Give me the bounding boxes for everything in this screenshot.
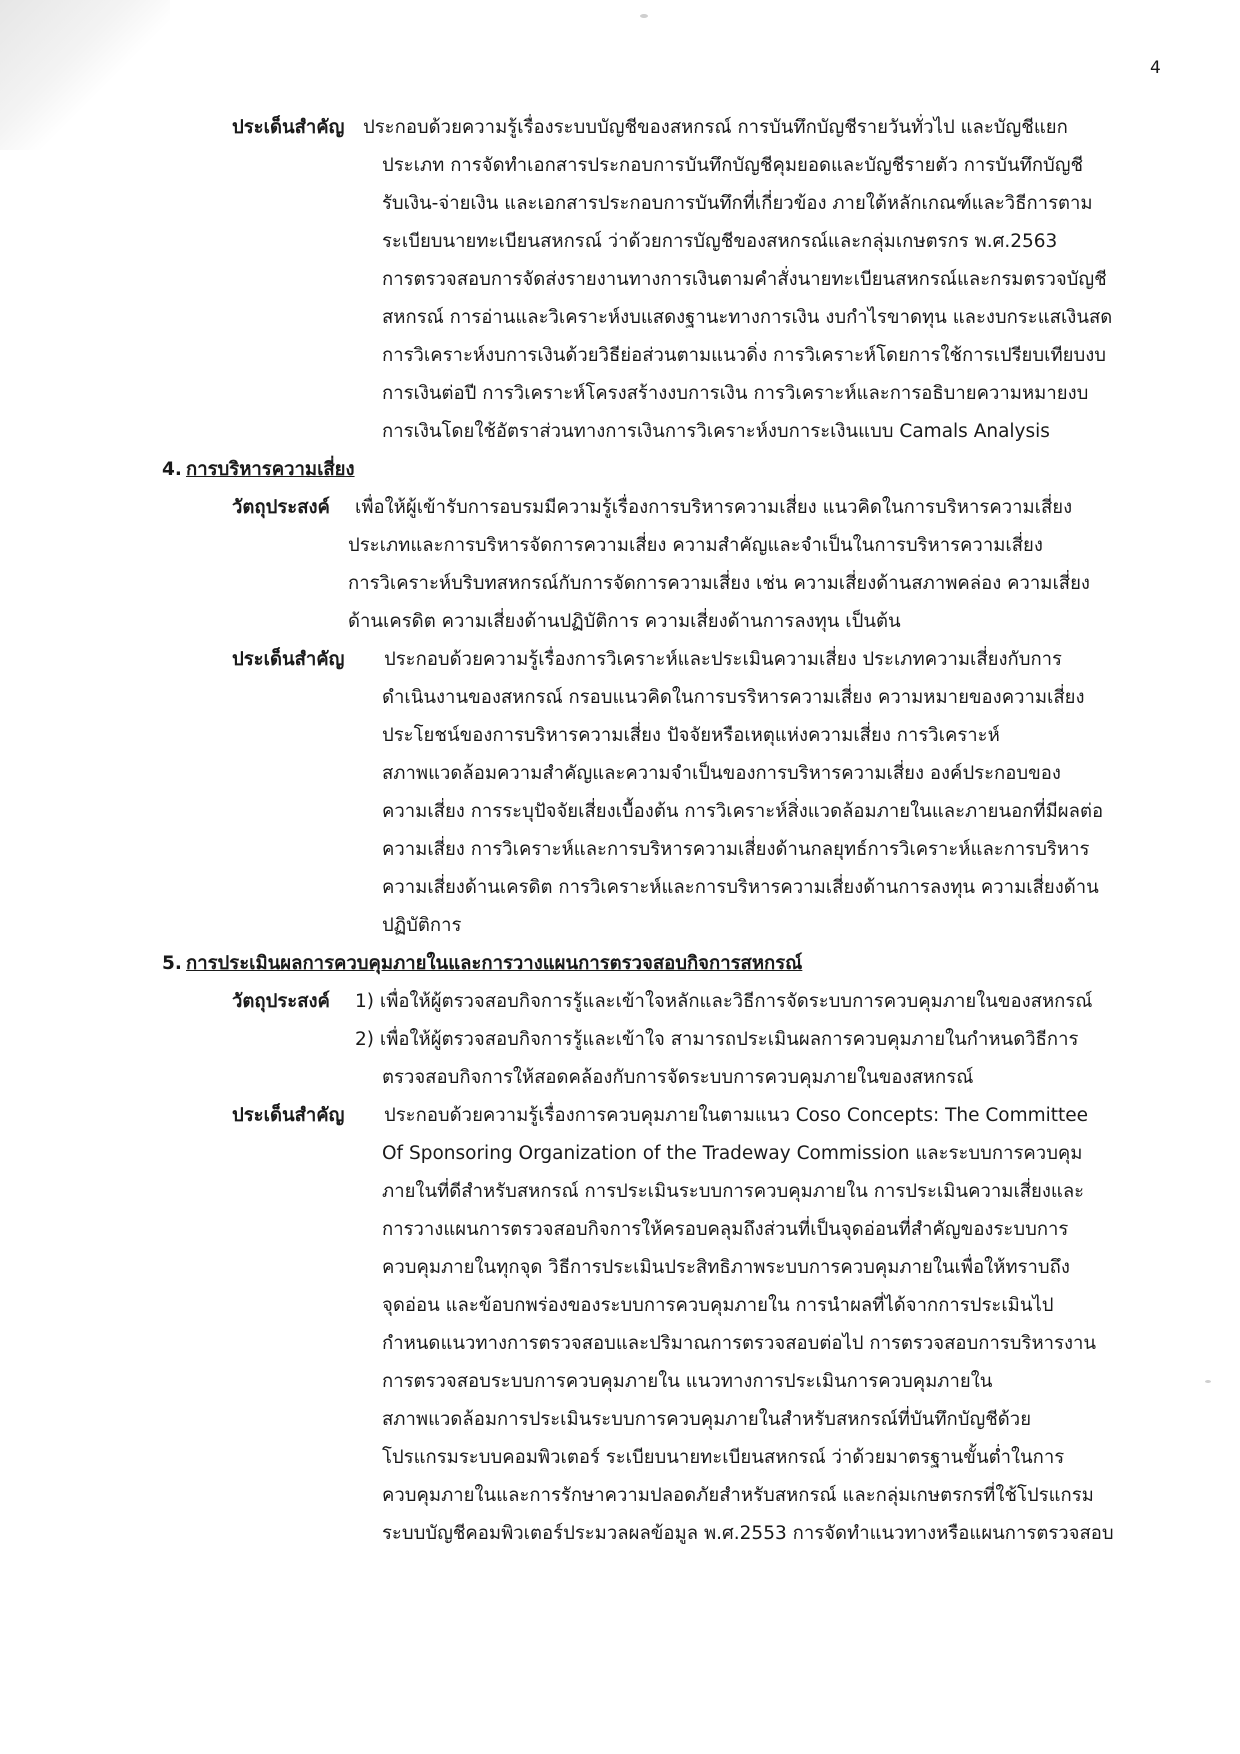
objective-label: วัตถุประสงค์ xyxy=(232,497,330,518)
text-line: ตรวจสอบกิจการให้สอดคล้องกับการจัดระบบการควบคุมภายในของสหกรณ์ xyxy=(382,1067,974,1088)
page-number: 4 xyxy=(1150,58,1161,78)
text-line: การวางแผนการตรวจสอบกิจการให้ครอบคลุมถึงส่วนที่เป็นจุดอ่อนที่สำคัญของระบบการ xyxy=(382,1219,1069,1240)
scan-speck xyxy=(1205,1380,1211,1383)
text-line: ควบคุมภายในทุกจุด วิธีการประเมินประสิทธิภาพระบบการควบคุมภายในเพื่อให้ทราบถึง xyxy=(382,1257,1070,1278)
text-line: โปรแกรมระบบคอมพิวเตอร์ ระเบียบนายทะเบียนสหกรณ์ ว่าด้วยมาตรฐานขั้นต่ำในการ xyxy=(382,1447,1065,1468)
text-line: สหกรณ์ การอ่านและวิเคราะห์งบแสดงฐานะทางการเงิน งบกำไรขาดทุน และงบกระแสเงินสด xyxy=(382,307,1113,328)
text-line: เพื่อให้ผู้เข้ารับการอบรมมีความรู้เรื่องการบริหารความเสี่ยง แนวคิดในการบริหารความเสี่ยง xyxy=(355,497,1073,518)
text-line: ระบบบัญชีคอมพิวเตอร์ประมวลผลข้อมูล พ.ศ.2553 การจัดทำแนวทางหรือแผนการตรวจสอบ xyxy=(382,1523,1114,1544)
text-line: ประกอบด้วยความรู้เรื่องการควบคุมภายในตามแนว Coso Concepts: The Committee xyxy=(384,1105,1089,1126)
key-points-label: ประเด็นสำคัญ xyxy=(232,117,345,138)
text-line: รับเงิน-จ่ายเงิน และเอกสารประกอบการบันทึกที่เกี่ยวข้อง ภายใต้หลักเกณฑ์และวิธีการตาม xyxy=(382,193,1093,214)
key-points-label: ประเด็นสำคัญ xyxy=(232,1105,345,1126)
text-line: ความเสี่ยง การวิเคราะห์และการบริหารความเสี่ยงด้านกลยุทธ์การวิเคราะห์และการบริหาร xyxy=(382,839,1090,860)
scan-speck xyxy=(640,14,648,18)
section-heading: การประเมินผลการควบคุมภายในและการวางแผนการตรวจสอบกิจการสหกรณ์ xyxy=(186,953,803,974)
text-line: 1) เพื่อให้ผู้ตรวจสอบกิจการรู้และเข้าใจหลักและวิธีการจัดระบบการควบคุมภายในของสหกรณ์ xyxy=(355,991,1093,1012)
text-line: การตรวจสอบการจัดส่งรายงานทางการเงินตามคำสั่งนายทะเบียนสหกรณ์และกรมตรวจบัญชี xyxy=(382,269,1107,290)
text-line: การเงินโดยใช้อัตราส่วนทางการเงินการวิเคราะห์งบการะเงินแบบ Camals Analysis xyxy=(382,421,1050,442)
text-line: ความเสี่ยง การระบุปัจจัยเสี่ยงเบื้องต้น การวิเคราะห์สิ่งแวดล้อมภายในและภายนอกที่มีผลต่อ xyxy=(382,801,1104,822)
text-line: ประเภทและการบริหารจัดการความเสี่ยง ความสำคัญและจำเป็นในการบริหารความเสี่ยง xyxy=(348,535,1043,556)
text-line: ประกอบด้วยความรู้เรื่องระบบบัญชีของสหกรณ์ การบันทึกบัญชีรายวันทั่วไป และบัญชีแยก xyxy=(363,117,1068,138)
text-line: ประโยชน์ของการบริหารความเสี่ยง ปัจจัยหรือเหตุแห่งความเสี่ยง การวิเคราะห์ xyxy=(382,725,1000,746)
section-heading: การบริหารความเสี่ยง xyxy=(186,459,355,480)
text-line: การตรวจสอบระบบการควบคุมภายใน แนวทางการประเมินการควบคุมภายใน xyxy=(382,1371,993,1392)
section-number: 4. xyxy=(162,459,182,480)
text-line: ความเสี่ยงด้านเครดิต การวิเคราะห์และการบริหารความเสี่ยงด้านการลงทุน ความเสี่ยงด้าน xyxy=(382,877,1099,898)
text-line: ดำเนินงานของสหกรณ์ กรอบแนวคิดในการบรริหารความเสี่ยง ความหมายของความเสี่ยง xyxy=(382,687,1085,708)
text-line: กำหนดแนวทางการตรวจสอบและปริมาณการตรวจสอบต่อไป การตรวจสอบการบริหารงาน xyxy=(382,1333,1097,1354)
text-line: ประกอบด้วยความรู้เรื่องการวิเคราะห์และประเมินความเสี่ยง ประเภทความเสี่ยงกับการ xyxy=(384,649,1062,670)
text-line: ภายในที่ดีสำหรับสหกรณ์ การประเมินระบบการควบคุมภายใน การประเมินความเสี่ยงและ xyxy=(382,1181,1085,1202)
objective-label: วัตถุประสงค์ xyxy=(232,991,330,1012)
text-line: 2) เพื่อให้ผู้ตรวจสอบกิจการรู้และเข้าใจ สามารถประเมินผลการควบคุมภายในกำหนดวิธีการ xyxy=(355,1029,1079,1050)
text-line: ควบคุมภายในและการรักษาความปลอดภัยสำหรับสหกรณ์ และกลุ่มเกษตรกรที่ใช้โปรแกรม xyxy=(382,1485,1094,1506)
text-line: การวิเคราะห์งบการเงินด้วยวิธีย่อส่วนตามแนวดิ่ง การวิเคราะห์โดยการใช้การเปรียบเทียบงบ xyxy=(382,345,1107,366)
section-number: 5. xyxy=(162,953,182,974)
text-line: สภาพแวดล้อมการประเมินระบบการควบคุมภายในสำหรับสหกรณ์ที่บันทึกบัญชีด้วย xyxy=(382,1409,1032,1430)
page-corner-fold xyxy=(0,0,170,150)
text-line: ประเภท การจัดทำเอกสารประกอบการบันทึกบัญชีคุมยอดและบัญชีรายตัว การบันทึกบัญชี xyxy=(382,155,1084,176)
text-line: ปฏิบัติการ xyxy=(382,915,462,936)
text-line: Of Sponsoring Organization of the Tradeway Commission และระบบการควบคุม xyxy=(382,1143,1083,1164)
text-line: สภาพแวดล้อมความสำคัญและความจำเป็นของการบริหารความเสี่ยง องค์ประกอบของ xyxy=(382,763,1061,784)
text-line: การวิเคราะห์บริบทสหกรณ์กับการจัดการความเสี่ยง เช่น ความเสี่ยงด้านสภาพคล่อง ความเสี่ยง xyxy=(348,573,1090,594)
text-line: ระเบียบนายทะเบียนสหกรณ์ ว่าด้วยการบัญชีของสหกรณ์และกลุ่มเกษตรกร พ.ศ.2563 xyxy=(382,231,1058,252)
text-line: การเงินต่อปี การวิเคราะห์โครงสร้างงบการเงิน การวิเคราะห์และการอธิบายความหมายงบ xyxy=(382,383,1089,404)
text-line: ด้านเครดิต ความเสี่ยงด้านปฏิบัติการ ความเสี่ยงด้านการลงทุน เป็นต้น xyxy=(348,611,901,632)
key-points-label: ประเด็นสำคัญ xyxy=(232,649,345,670)
text-line: จุดอ่อน และข้อบกพร่องของระบบการควบคุมภายใน การนำผลที่ได้จากการประเมินไป xyxy=(382,1295,1054,1316)
